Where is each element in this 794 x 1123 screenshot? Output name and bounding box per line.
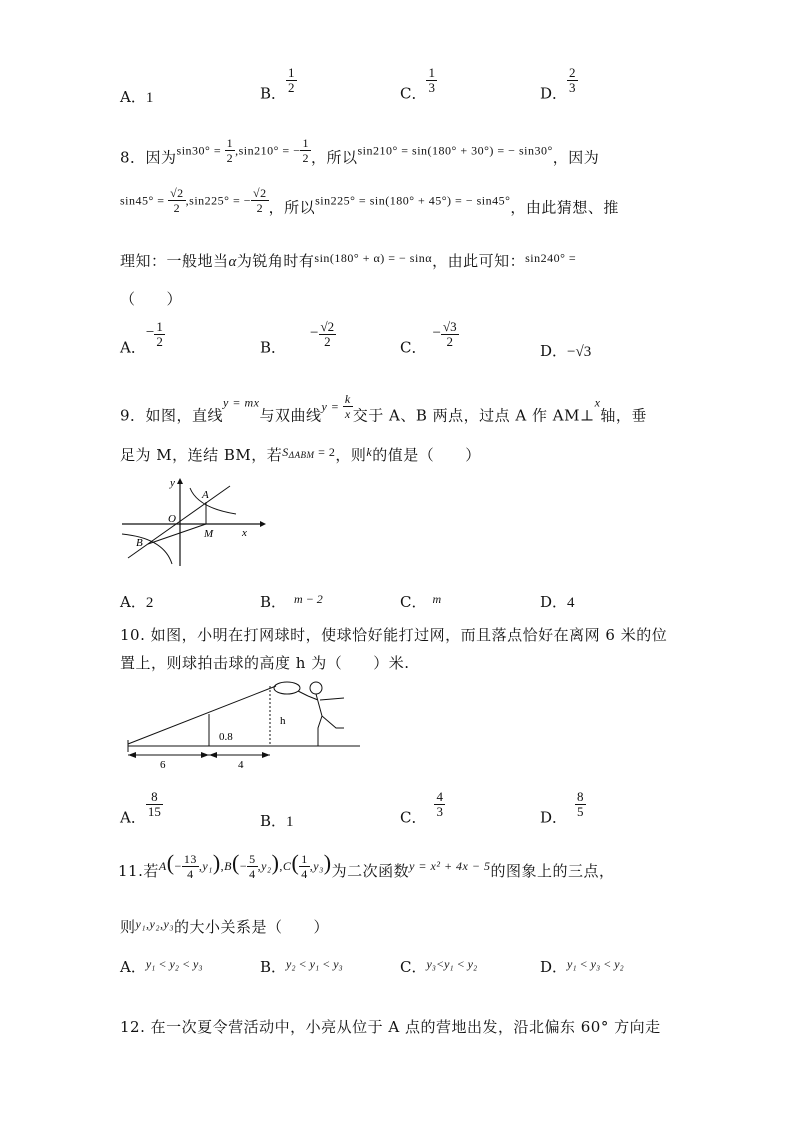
q10-line1: 10. 如图，小明在打网球时，使球恰好能打过网，而且落点恰好在离网 6 米的位 <box>120 626 668 644</box>
q10-option-d: D． $\frac{8}{5}$ <box>540 789 584 827</box>
q8-paren: （ ） <box>120 290 183 308</box>
q10-dim6-arrow-right <box>201 752 209 758</box>
q11-line2: 则$^{y_1,y_2,y_3}$的大小关系是（ ） <box>120 917 330 936</box>
q10-option-b: B．1 <box>260 812 294 830</box>
q11-option-b: B．$^{y_2 < y_1 < y_3}$ <box>260 957 343 976</box>
q9-line1: 9．如图，直线$^{y = mx}$与双曲线y = $\frac{k}{x}$ 交于 A、B 两点，过点 A 作 AM⊥$^x$轴，垂 <box>120 392 647 425</box>
q9-option-c: C． $^m$ <box>400 592 442 611</box>
q10-dim4-arrow-left <box>209 752 217 758</box>
q10-label-net: 0.8 <box>219 731 233 743</box>
q9-label-y: y <box>170 477 175 489</box>
q11-option-a: A．$^{y_1 < y_2 < y_3}$ <box>120 957 203 976</box>
q11-line1: 11.若A(− $\frac{13}{4}$ ,y₁),B(− $\frac{5}{4}$ ,y₂),C( $\frac{1}{4}$ ,y₃)为二次函数y = x² + 4x − 5的图象上的三点， <box>118 850 615 881</box>
q10-dim4-arrow-right <box>262 752 270 758</box>
q9-line-mx <box>128 486 230 558</box>
q9-bm-segment <box>148 524 206 544</box>
q10-dim6-arrow-left <box>128 752 136 758</box>
q8-line1: 8．因为sin30° = $\frac{1}{2}$ ,sin210° = − $\frac{1}{2}$ ，所以sin210° = sin(180° + 30°) = − sin30°，因为 <box>120 136 600 167</box>
q10-line2: 置上，则球拍击球的高度 h 为（ ）米. <box>120 654 410 672</box>
q7-option-c: C． $\frac{1}{3}$ <box>400 65 435 103</box>
q10-option-c: C． $\frac{4}{3}$ <box>400 789 443 827</box>
q10-label-4: 4 <box>238 759 244 771</box>
q10-label-h: h <box>280 715 286 727</box>
q11-option-c: C．$^{y_3<y_1 < y_2}$ <box>400 957 478 976</box>
q9-x-arrow <box>260 521 266 527</box>
q9-option-d: D．4 <box>540 593 575 611</box>
q9-label-x: x <box>242 527 247 539</box>
q9-label-o: O <box>168 513 176 525</box>
q11-option-d: D．$^{y_1 < y_3 < y_2}$ <box>540 957 624 976</box>
q8-option-d: D．−√3 <box>540 342 592 360</box>
q7-option-d: D． $\frac{2}{3}$ <box>540 65 576 103</box>
q8-option-c: C．− $\frac{√3}{2}$ <box>400 319 457 357</box>
q8-option-a: A．− $\frac{1}{2}$ <box>120 319 163 357</box>
q10-racket <box>274 682 300 694</box>
q9-option-b: B． $^{m - 2}$ <box>260 592 323 611</box>
q9-line2: 足为 M，连结 BM，若$^S$ΔABM $^{= 2}$，则$^k$的值是（ ） <box>120 445 481 464</box>
q9-option-a: A．2 <box>120 593 154 611</box>
q9-hyperbola-q1 <box>190 488 236 514</box>
q8-option-b: B．− $\frac{√2}{2}$ <box>260 319 335 357</box>
q9-figure <box>118 474 268 569</box>
q10-figure <box>122 676 367 772</box>
q7-option-b: B． $\frac{1}{2}$ <box>260 65 295 103</box>
q9-label-a: A <box>202 489 209 501</box>
q10-player-head <box>310 682 322 694</box>
q10-label-6: 6 <box>160 759 166 771</box>
q10-player-body <box>308 694 344 746</box>
q8-line3: 理知：一般地当α为锐角时有$^{sin(180^\circ + \alpha) = - sin\alpha}$，由此可知：$^{sin240^\circ =}$ <box>120 251 577 270</box>
q8-line2: sin45° = $\frac{√2}{2}$ ,sin225° = − $\frac{√2}{2}$ ，所以sin225° = sin(180° + 45°) = − sin45°，由此猜想、推 <box>120 186 619 217</box>
q9-y-arrow <box>177 478 183 484</box>
q10-option-a: A． $\frac{8}{15}$ <box>120 789 161 827</box>
q9-label-b: B <box>136 537 143 549</box>
q10-ball-path <box>128 686 276 744</box>
q10-racket-handle <box>298 691 308 696</box>
q12-line1: 12. 在一次夏令营活动中，小亮从位于 A 点的营地出发，沿北偏东 60° 方向走 <box>120 1018 661 1036</box>
q9-label-m: M <box>204 528 214 540</box>
q7-option-a: A．1 <box>120 88 154 106</box>
